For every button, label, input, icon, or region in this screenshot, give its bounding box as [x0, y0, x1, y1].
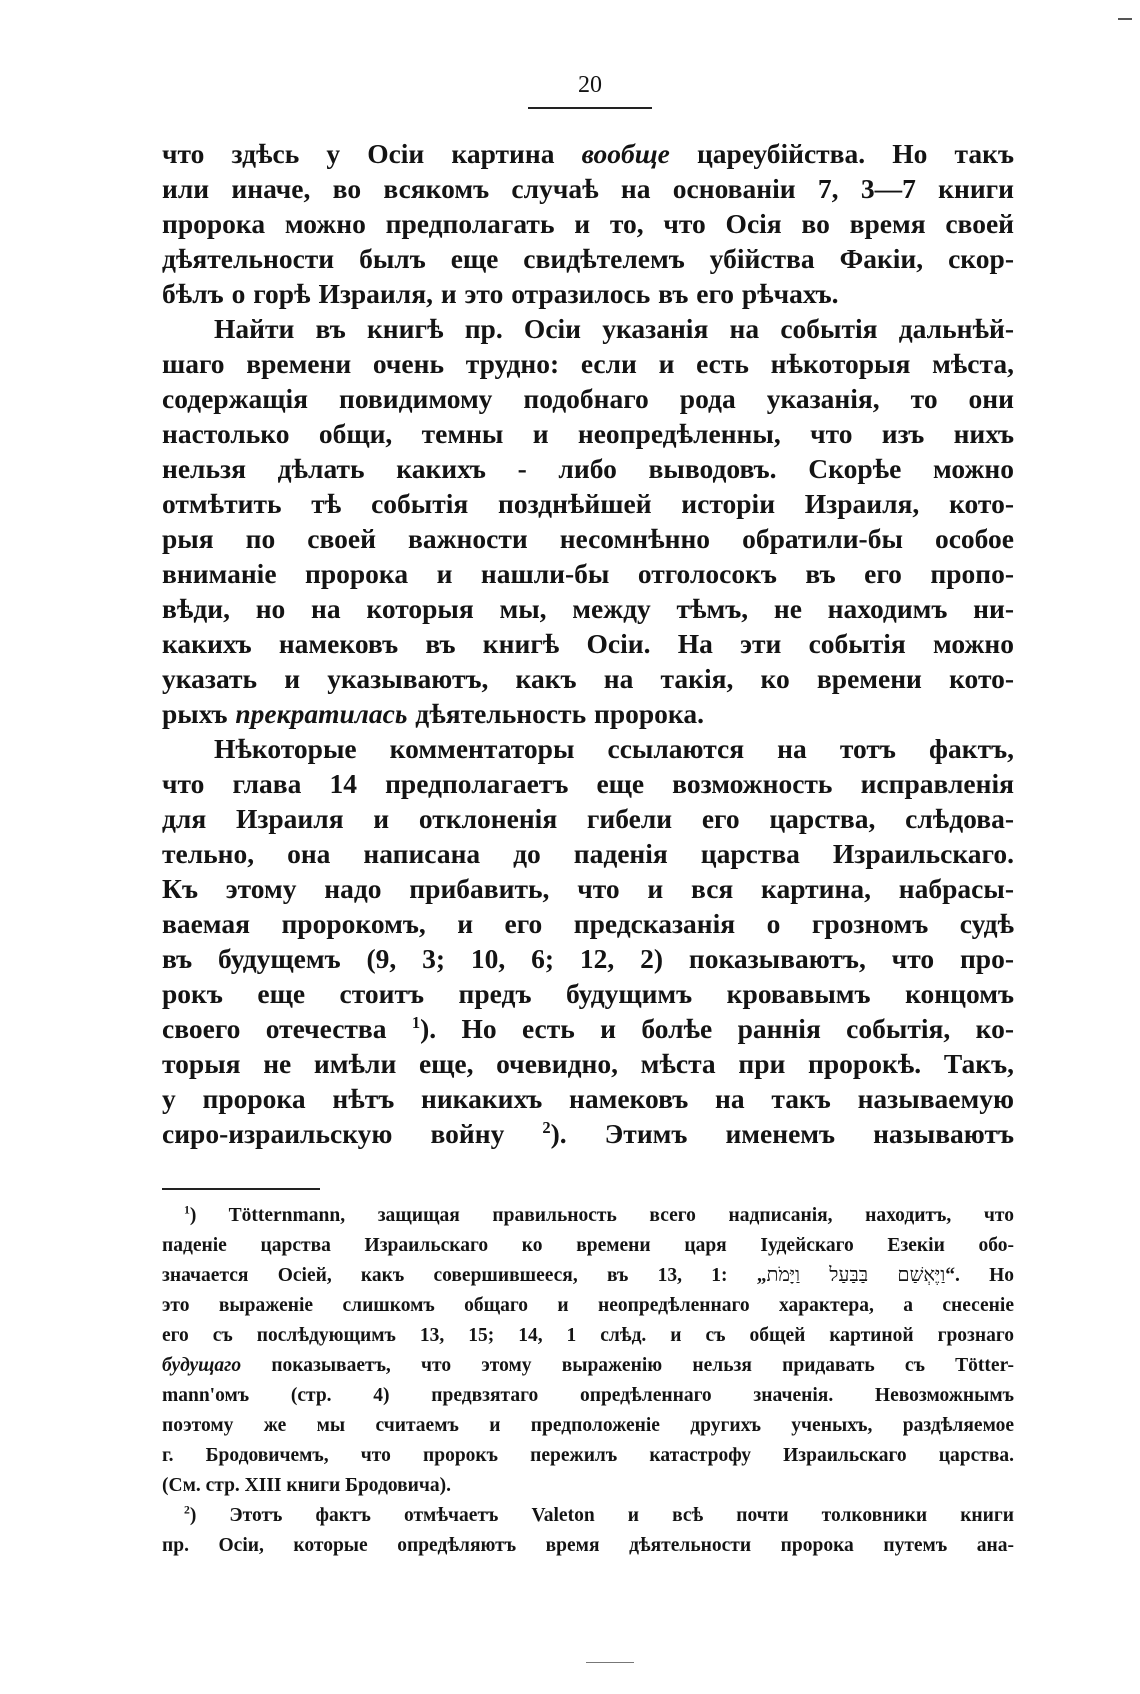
footnote-line: это выраженіе слишкомъ общаго и неопредѣленнаго характера, а снесеніе: [162, 1295, 1014, 1316]
main-text: [162, 136, 1014, 1151]
footnote-line: паденіе царства Израильскаго ко времени царя Іудейскаго Езекіи обо-: [162, 1235, 1014, 1256]
page-number-rule: [528, 107, 652, 109]
footnote-line: его съ послѣдующимъ 13, 15; 14, 1 слѣд. и съ общей картиной грознаго: [162, 1325, 1014, 1346]
text-line: сиро-израильскую войну $^2$). Этимъ именемъ называютъ: [162, 1117, 1014, 1149]
text-line: въ будущемъ (9, 3; 10, 6; 12, 2) показываютъ, что про-: [162, 943, 1014, 974]
text-line: шаго времени очень трудно: если и есть нѣкоторыя мѣста,: [162, 348, 1014, 379]
text-line: Найти въ книгѣ пр. Осіи указанія на событія дальнѣй-: [214, 313, 1014, 344]
footnote-rule: [162, 1188, 320, 1190]
text-line: для Израиля и отклоненія гибели его царства, слѣдова-: [162, 803, 1014, 834]
footnote-line: значается Осіей, какъ совершившееся, въ 13, 1: „וַיֶּאְשַׁם בַּבַּעַל וַיָּמֹת“. Но: [162, 1265, 1014, 1286]
footnote-line: будущаго показываетъ, что этому выраженію нельзя придавать съ Tötter-: [162, 1355, 1014, 1376]
footnote-line: пр. Осіи, которые опредѣляютъ время дѣятельности пророка путемъ ана-: [162, 1535, 1014, 1556]
footnotes: [162, 1202, 1014, 1562]
corner-mark: [1118, 18, 1132, 20]
text-line: у пророка нѣтъ никакихъ намековъ на такъ называемую: [162, 1083, 1014, 1114]
text-line: рокъ еще стоитъ предъ будущимъ кровавымъ концомъ: [162, 978, 1014, 1009]
text-line: нельзя дѣлать какихъ - либо выводовъ. Скорѣе можно: [162, 453, 1014, 484]
text-line: дѣятельности былъ еще свидѣтелемъ убійства Факіи, скор-: [162, 243, 1014, 274]
emphasis: будущаго: [162, 1355, 242, 1376]
text-line: настолько общи, темны и неопредѣленны, что изъ нихъ: [162, 418, 1014, 449]
text-line: вѣди, но на которыя мы, между тѣмъ, не находимъ ни-: [162, 593, 1014, 624]
footnote-line: поэтому же мы считаемъ и предположеніе другихъ ученыхъ, раздѣляемое: [162, 1415, 1014, 1436]
text-line: указать и указываютъ, какъ на такія, ко времени кото-: [162, 663, 1014, 694]
footnote-line: г. Бродовичемъ, что пророкъ пережилъ катастрофу Израильскаго царства.: [162, 1445, 1014, 1466]
footnote-ref-1: 1: [411, 1012, 421, 1032]
emphasis: вообще: [581, 138, 670, 169]
footnote-line: mann'омъ (стр. 4) предвзятаго опредѣленнаго значенія. Невозможнымъ: [162, 1385, 1014, 1406]
text-line: Къ этому надо прибавить, что и вся картина, набрасы-: [162, 873, 1014, 904]
footnote-marker-1: 1: [184, 1203, 190, 1217]
text-line: что здѣсь у Осіи картина вообще цареубійства. Но такъ: [162, 138, 1014, 169]
text-line: содержащія повидимому подобнаго рода указанія, то они: [162, 383, 1014, 414]
text-line: отмѣтить тѣ событія позднѣйшей исторіи Израиля, кото-: [162, 488, 1014, 519]
footnote-line: $^1$) Tötternmann, защищая правильность всего надписанія, находитъ, что: [184, 1203, 1014, 1226]
bottom-mark: [586, 1662, 634, 1663]
text-line: тельно, она написана до паденія царства Израильскаго.: [162, 838, 1014, 869]
text-line: рыя по своей важности несомнѣнно обратили-бы особое: [162, 523, 1014, 554]
emphasis: прекратилась: [235, 698, 408, 729]
text-line: что глава 14 предполагаетъ еще возможность исправленія: [162, 768, 1014, 799]
text-line: какихъ намековъ въ книгѣ Осіи. На эти событія можно: [162, 628, 1014, 659]
footnote-line: $^2$) Этотъ фактъ отмѣчаетъ Valeton и всѣ почти толковники книги: [184, 1503, 1014, 1526]
footnote-marker-2: 2: [184, 1503, 190, 1517]
text-line: пророка можно предполагать и то, что Осія во время своей: [162, 208, 1014, 239]
text-line: своего отечества $^1$). Но есть и болѣе раннія событія, ко-: [162, 1012, 1014, 1044]
text-line: торыя не имѣли еще, очевидно, мѣста при пророкѣ. Такъ,: [162, 1048, 1014, 1079]
footnote-ref-2: 2: [542, 1117, 551, 1137]
text-line: или иначе, во всякомъ случаѣ на основаніи 7, 3—7 книги: [162, 173, 1014, 204]
footnote-line: (См. стр. XIII книги Бродовича).: [162, 1475, 452, 1496]
text-line: бѣлъ о горѣ Израиля, и это отразилось въ его рѣчахъ.: [162, 278, 839, 309]
text-line: рыхъ прекратилась дѣятельность пророка.: [162, 698, 704, 729]
text-line: вниманіе пророка и нашли-бы отголосокъ въ его пропо-: [162, 558, 1014, 589]
text-line: Нѣкоторые комментаторы ссылаются на тотъ фактъ,: [214, 733, 1014, 764]
page-number: 20: [578, 72, 602, 98]
hebrew-quote: וַיֶּאְשַׁם בַּבַּעַל וַיָּמֹת: [766, 1265, 946, 1286]
text-line: ваемая пророкомъ, и его предсказанія о грозномъ судѣ: [162, 908, 1014, 939]
